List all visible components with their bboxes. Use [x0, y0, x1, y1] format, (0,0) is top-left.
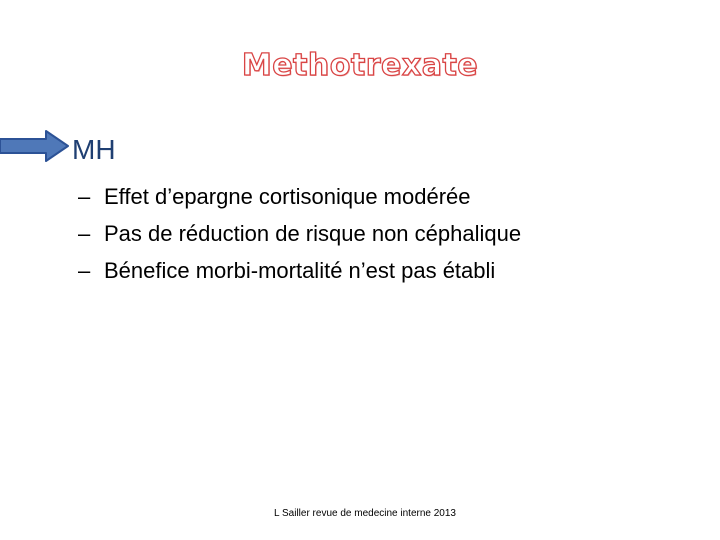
- bullet-item: [78, 258, 521, 284]
- bullet-dash: –: [78, 184, 91, 209]
- section-heading: MH: [72, 134, 116, 165]
- footer-citation: L Sailler revue de medecine interne 2013: [274, 508, 456, 519]
- bullet-dash: –: [78, 221, 91, 246]
- bullet-text: Pas de réduction de risque non céphalique: [104, 221, 522, 246]
- slide-title: Methotrexate: [241, 48, 479, 83]
- bullet-item: [78, 184, 521, 210]
- right-arrow-icon: [0, 130, 70, 162]
- bullet-text: Bénefice morbi-mortalité n’est pas établi: [104, 258, 496, 283]
- bullet-dash: –: [78, 258, 91, 283]
- bullet-list: [78, 184, 521, 295]
- bullet-text: Effet d’epargne cortisonique modérée: [104, 184, 471, 209]
- bullet-item: [78, 221, 521, 247]
